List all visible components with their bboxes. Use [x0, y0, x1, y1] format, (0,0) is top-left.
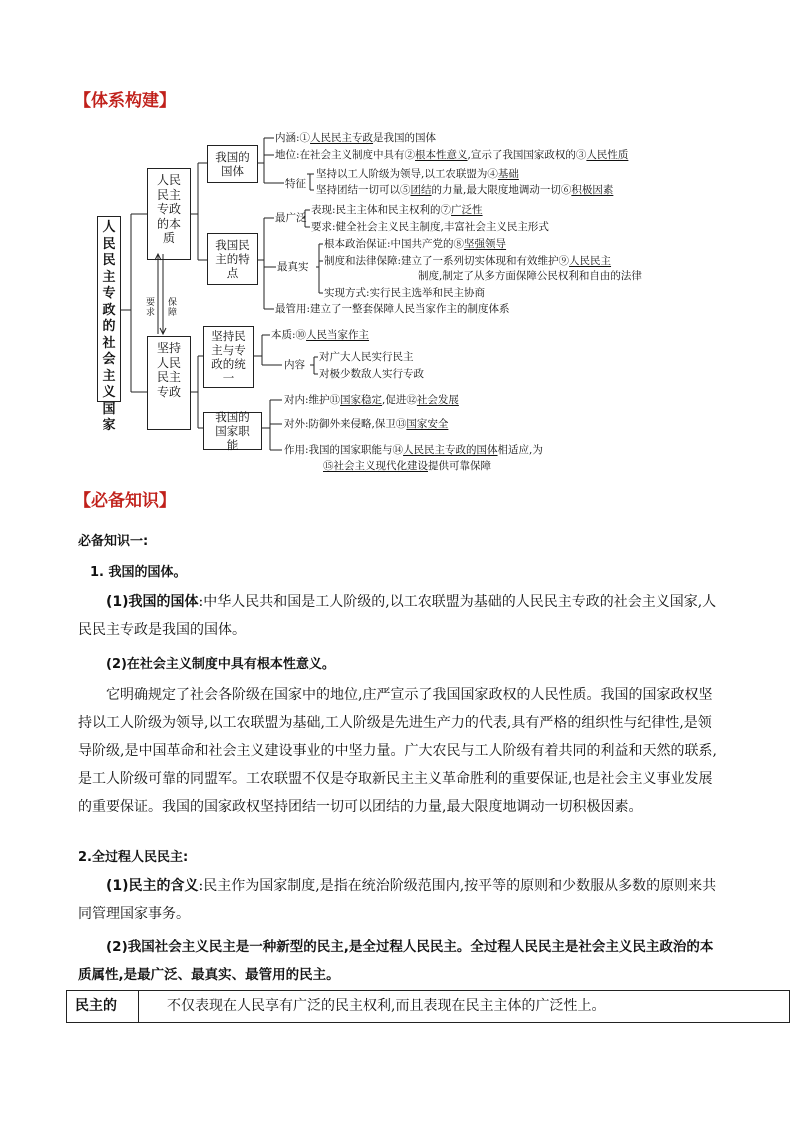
guoti-box: 我国的国体: [207, 145, 258, 183]
paragraph-4: (1)民主的含义:民主作为国家制度,是指在统治阶级范围内,按平等的原则和少数服从多数的原则来共同管理国家事务。: [78, 878, 717, 922]
neirong-line-1: 对广大人民实行民主: [319, 351, 414, 363]
section-title-bibei: 【必备知识】: [74, 491, 176, 511]
requirement-label: 要求: [146, 298, 156, 318]
zuizhen-line-2b: 制度,制定了从多方面保障公民权利和自由的法律: [418, 270, 642, 282]
tezheng-line-2: 坚持团结一切可以⑤团结的力量,最大限度地调动一切⑥积极因素: [316, 184, 614, 196]
neihan-line: 内涵:①人民民主专政是我国的国体: [275, 132, 437, 144]
zuiguang-line-1: 表现:民主主体和民主权利的⑦广泛性: [311, 204, 483, 216]
zuoyong-line-2: ⑮社会主义现代化建设提供可靠保障: [323, 460, 491, 472]
tongyi-box: 坚持民主与专政的统一: [203, 326, 254, 388]
zhineng-box: 我国的国家职能: [203, 412, 262, 450]
zuiguang-line-2: 要求:健全社会主义民主制度,丰富社会主义民主形式: [311, 221, 549, 233]
heading-2: 2.全过程人民民主:: [78, 850, 189, 865]
tedian-box: 我国民主的特点: [207, 233, 258, 285]
tezheng-line-1: 坚持以工人阶级为领导,以工农联盟为④基础: [316, 168, 519, 180]
essence-box: 人民民主专政的本质: [147, 168, 191, 260]
paragraph-2-heading: (2)在社会主义制度中具有根本性意义。: [106, 657, 335, 672]
section-title-tixi: 【体系构建】: [74, 91, 176, 111]
knowledge-heading: 必备知识一:: [78, 534, 149, 549]
table-label-cell: 民主的: [67, 991, 139, 1022]
zuoyong-line-1: 作用:我国的国家职能与⑭人民民主专政的国体相适应,为: [284, 444, 543, 456]
neirong-line-2: 对极少数敌人实行专政: [319, 368, 424, 380]
paragraph-1: (1)我国的国体:中华人民共和国是工人阶级的,以工农联盟为基础的人民民主专政的社会主义国家,人民民主专政是我国的国体。: [78, 594, 717, 638]
guarantee-label: 保障: [168, 298, 178, 318]
neirong-label: 内容: [284, 359, 305, 371]
tezheng-label: 特征: [285, 178, 306, 190]
root-box: 人民民主专政的社会主义国家: [97, 216, 121, 402]
duiwai-line: 对外:防御外来侵略,保卫⑬国家安全: [284, 418, 449, 430]
paragraph-5: (2)我国社会主义民主是一种新型的民主,是全过程人民民主。全过程人民民主是社会主义民主政治的本质属性,是最广泛、最真实、最管用的民主。: [78, 939, 714, 983]
zuizhen-line-2: 制度和法律保障:建立了一系列切实体现和有效维护⑨人民民主: [324, 255, 612, 267]
duinei-line: 对内:维护⑪国家稳定,促进⑫社会发展: [284, 394, 459, 406]
zuiguan-line: 最管用:建立了一整套保障人民当家作主的制度体系: [275, 303, 510, 315]
zuizhen-label: 最真实: [277, 261, 309, 273]
democracy-table: [66, 990, 790, 1023]
paragraph-3: 它明确规定了社会各阶级在国家中的地位,庄严宣示了我国国家政权的人民性质。我国的国家政权坚持以工人阶级为领导,以工农联盟为基础,工人阶级是先进生产力的代表,具有严格的组织性与纪律性,是领导阶级,是中国革命和社会主义建设事业的中坚力量。广大农民与工人阶级有着共同的利益和天然的联系,是工人阶级可靠的同盟军。工农联盟不仅是夺取新民主主义革命胜利的重要保证,也是社会主义事业发展的重要保证。我国的国家政权坚持团结一切可以团结的力量,最大限度地调动一切积极因素。: [78, 687, 717, 815]
diwei-line: 地位:在社会主义制度中具有②根本性意义,宣示了我国国家政权的③人民性质: [275, 149, 629, 161]
zuizhen-line-1: 根本政治保证:中国共产党的⑧坚强领导: [324, 238, 507, 250]
insist-box: 坚持人民民主专政: [147, 336, 191, 430]
zuiguang-label: 最广泛: [275, 212, 307, 224]
table-text-cell: 不仅表现在人民享有广泛的民主权利,而且表现在民主主体的广泛性上。: [167, 998, 606, 1014]
zuizhen-line-3: 实现方式:实行民主选举和民主协商: [324, 287, 486, 299]
heading-1: 1. 我国的国体。: [90, 565, 187, 580]
benzhi-line: 本质:⑩人民当家作主: [271, 329, 370, 341]
